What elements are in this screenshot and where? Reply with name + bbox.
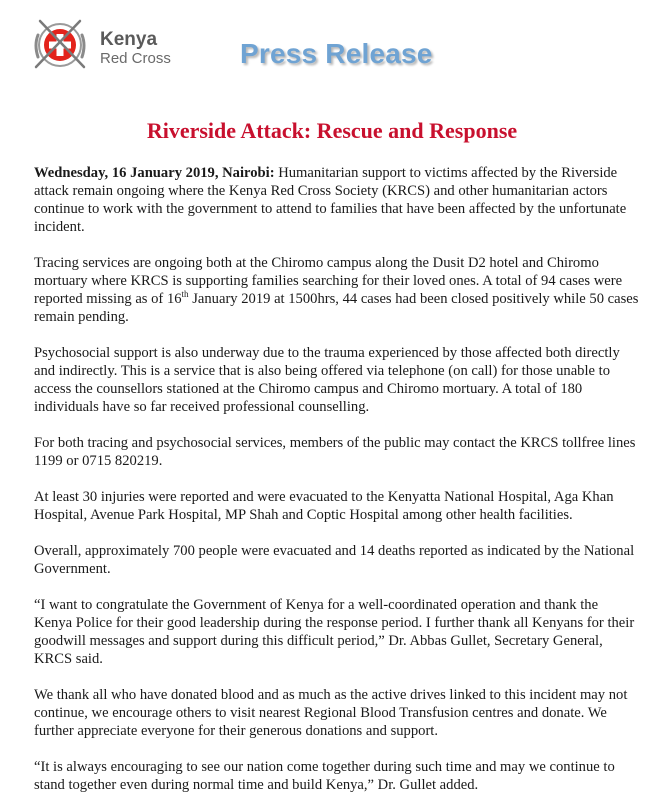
paragraph-2-text-a: Tracing services are ongoing both at the Chiromo campus along the Dusit D2 hotel and Chiromo mortuary where KRCS is supporting families searching for their loved ones. A total of 94 cases were reported missing as of 16: [34, 255, 623, 307]
dateline: Wednesday, 16 January 2019, Nairobi:: [34, 165, 275, 181]
org-name-line1: Kenya: [100, 29, 158, 50]
red-cross-logo: [30, 15, 90, 75]
document-body: [34, 164, 639, 812]
press-release-heading: Press Release: [240, 38, 433, 69]
org-name-line2: Red Cross: [100, 49, 171, 67]
paragraph-9: “It is always encouraging to see our nation come together during such time and may we continue to stand together even during normal time and build Kenya,” Dr. Gullet added.: [34, 759, 615, 793]
header: [0, 0, 664, 100]
paragraph-4: For both tracing and psychosocial services, members of the public may contact the KRCS tollfree lines 1199 or 0715 820219.: [34, 435, 636, 469]
paragraph-7: “I want to congratulate the Government of Kenya for a well-coordinated operation and thank the Kenya Police for their good leadership during the response period. I further thank all Kenyans for their goodwill messages and support during this difficult period,” Dr. Abbas Gullet, Secretary General, KRCS said.: [34, 597, 635, 667]
paragraph-3: Psychosocial support is also underway due to the trauma experienced by those affected both directly and indirectly. This is a service that is also being offered via telephone (on call) for those unable to access the counsellors stationed at the Chiromo campus and Chiromo mortuary. A total of 180 individuals have so far received professional counselling.: [34, 345, 620, 415]
ordinal-suffix: th: [181, 289, 189, 300]
paragraph-1-text: Humanitarian support to victims affected by the Riverside attack remain ongoing where the Kenya Red Cross Society (KRCS) and other humanitarian actors continue to work with the government to attend to families that have been affected by the unfortunate incident.: [34, 165, 627, 235]
paragraph-2: [34, 254, 639, 326]
paragraph-1: [34, 164, 639, 236]
paragraph-2-text-b: January 2019 at 1500hrs, 44 cases had been closed positively while 50 cases remain pending.: [34, 291, 639, 325]
paragraph-8: We thank all who have donated blood and as much as the active drives linked to this incident may not continue, we encourage others to visit nearest Regional Blood Transfusion centres and donate. We further appreciate everyone for their generous donations and support.: [34, 687, 628, 739]
org-name: [100, 30, 171, 67]
paragraph-6: Overall, approximately 700 people were evacuated and 14 deaths reported as indicated by the National Government.: [34, 543, 635, 577]
paragraph-5: At least 30 injuries were reported and were evacuated to the Kenyatta National Hospital, Aga Khan Hospital, Avenue Park Hospital, MP Shah and Coptic Hospital among other health facilities.: [34, 489, 614, 523]
document-title: Riverside Attack: Rescue and Response: [146, 118, 518, 143]
